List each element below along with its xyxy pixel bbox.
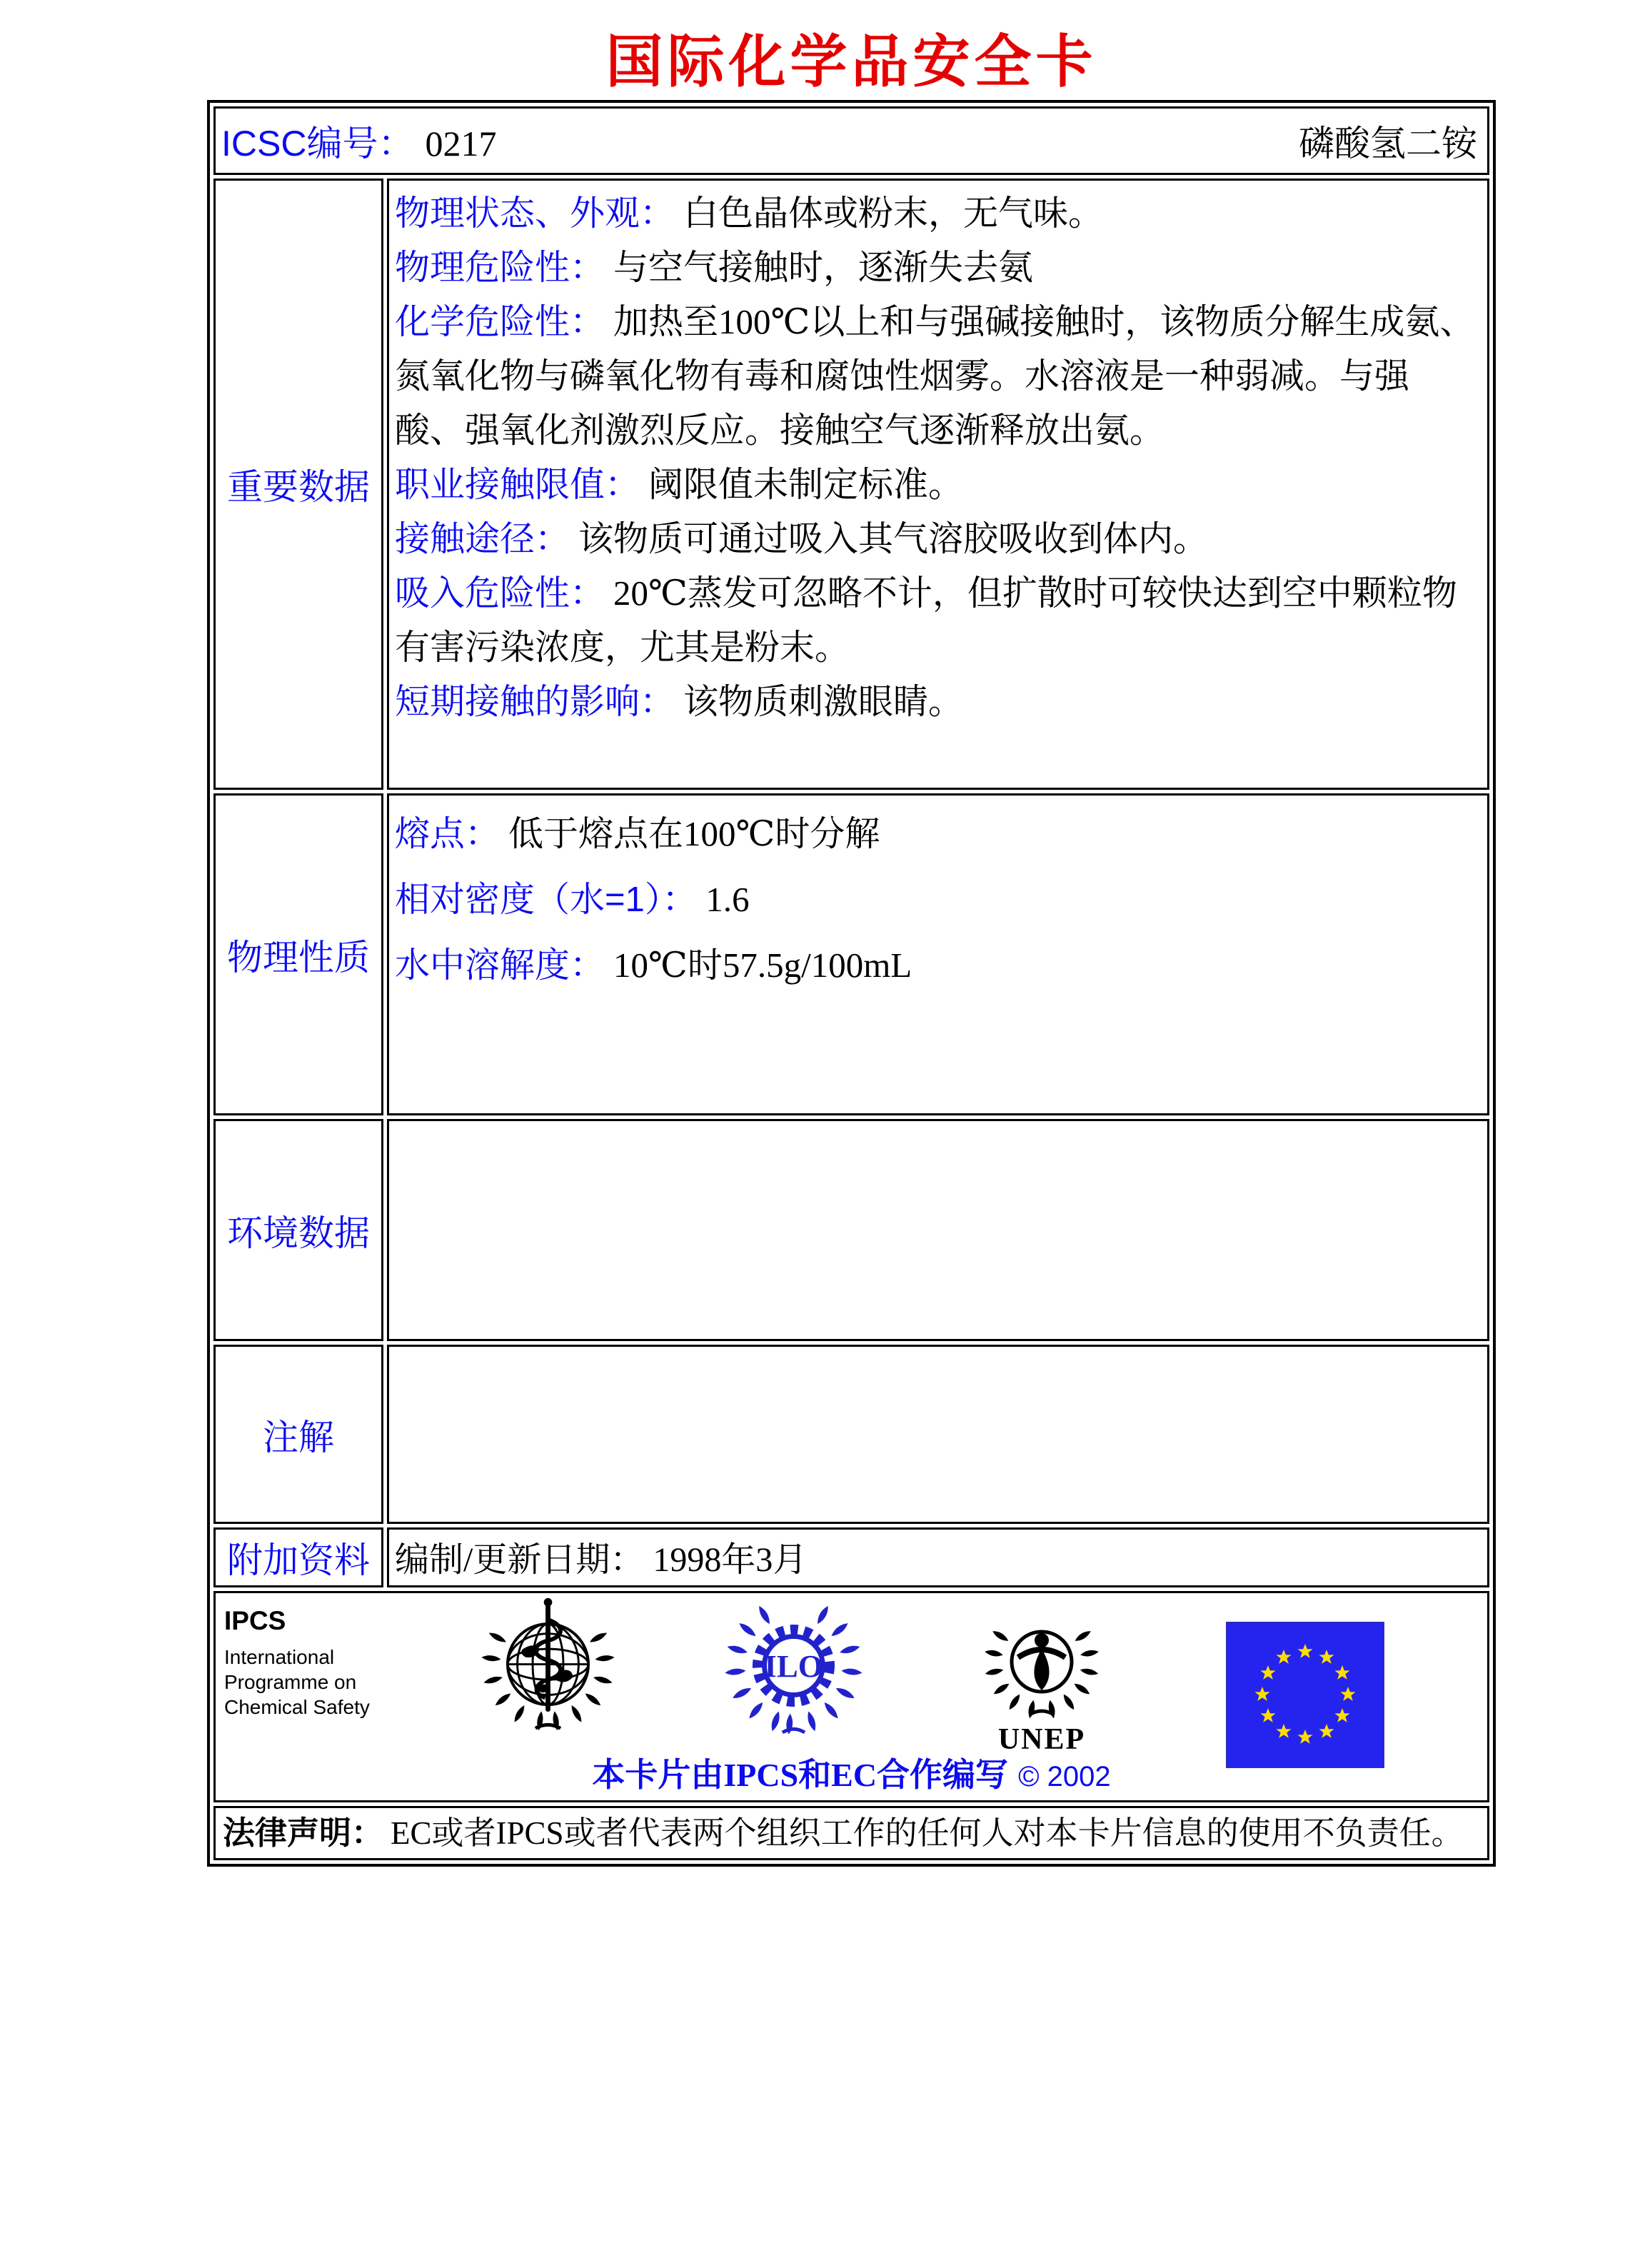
legal-row: [213, 1806, 1489, 1860]
logos-row: [213, 1591, 1489, 1802]
additional-info-content: [389, 1530, 1487, 1585]
notes-row: [213, 1345, 1489, 1524]
environmental-data-content: [387, 1119, 1489, 1341]
ipcs-line: Chemical Safety: [224, 1696, 370, 1719]
unep-wordmark: UNEP: [997, 1723, 1086, 1756]
additional-info-row-label: 附加资料: [213, 1527, 383, 1587]
important-data-row: [213, 179, 1489, 790]
caption-text: 本卡片由IPCS和EC合作编写: [592, 1757, 1009, 1793]
ipcs-text-block: [224, 1605, 370, 1720]
property-line: 职业接触限值： 阈限值未制定标准。: [395, 465, 964, 504]
header-row: [213, 106, 1489, 175]
cooperation-caption: [216, 1749, 1487, 1796]
chemical-name: 磷酸氢二铵: [1299, 124, 1477, 164]
important-data-content: [389, 181, 1487, 729]
environmental-data-row-label: 环境数据: [213, 1119, 383, 1341]
property-line: 物理状态、外观： 白色晶体或粉末，无气味。: [395, 194, 1104, 233]
property-line: 物理危险性： 与空气接触时，逐渐失去氨: [395, 248, 1034, 287]
physical-properties-row-label: 物理性质: [213, 793, 383, 1115]
icsc-number-value: 0217: [425, 124, 497, 164]
icsc-number-label: ICSC编号：: [221, 124, 414, 164]
legal-label: 法律声明：: [223, 1815, 384, 1851]
legal-text: EC或者IPCS或者代表两个组织工作的任何人对本卡片信息的使用不负责任。: [391, 1815, 1464, 1851]
notes-row-label: 注解: [213, 1345, 383, 1524]
property-line: 水中溶解度： 10℃时57.5g/100mL: [395, 945, 912, 985]
page-title: 国际化学品安全卡: [605, 31, 1097, 94]
important-data-row-label: 重要数据: [213, 179, 383, 790]
additional-info-row: [213, 1527, 1489, 1587]
ilo-logo-icon: [724, 1596, 863, 1739]
property-line: 吸入危险性： 20℃蒸发可忽略不计，但扩散时可较快达到空中颗粒物有害污染浓度，尤其是粉末。: [395, 573, 1457, 667]
ipcs-line: International: [224, 1646, 335, 1669]
update-date-line: 编制/更新日期： 1998年3月: [395, 1541, 808, 1579]
property-line: 接触途径： 该物质可通过吸入其气溶胶吸收到体内。: [395, 519, 1209, 558]
physical-properties-row: [213, 793, 1489, 1115]
property-line: 化学危险性： 加热至100℃以上和与强碱接触时，该物质分解生成氨、氮氧化物与磷氧化物有毒和腐蚀性烟雾。水溶液是一种弱减。与强酸、强氧化剂激烈反应。接触空气逐渐释放出氨。: [395, 302, 1475, 450]
property-line: 相对密度（水=1）： 1.6: [395, 880, 750, 919]
unep-logo-icon: [981, 1600, 1102, 1757]
copyright-text: © 2002: [1018, 1761, 1111, 1792]
property-line: 熔点： 低于熔点在100℃时分解: [395, 814, 880, 853]
who-logo-icon: [478, 1596, 618, 1739]
environmental-data-row: [213, 1119, 1489, 1341]
ipcs-line: Programme on: [224, 1671, 357, 1694]
physical-properties-content: [389, 796, 1487, 998]
ipcs-acronym: IPCS: [224, 1606, 286, 1635]
safety-card-table: [207, 100, 1496, 1867]
svg-text:ILO: ILO: [764, 1648, 823, 1685]
property-line: 短期接触的影响： 该物质刺激眼睛。: [395, 682, 964, 721]
legal-notice: [216, 1808, 1487, 1858]
notes-content: [387, 1345, 1489, 1524]
icsc-number-group: [221, 115, 496, 166]
